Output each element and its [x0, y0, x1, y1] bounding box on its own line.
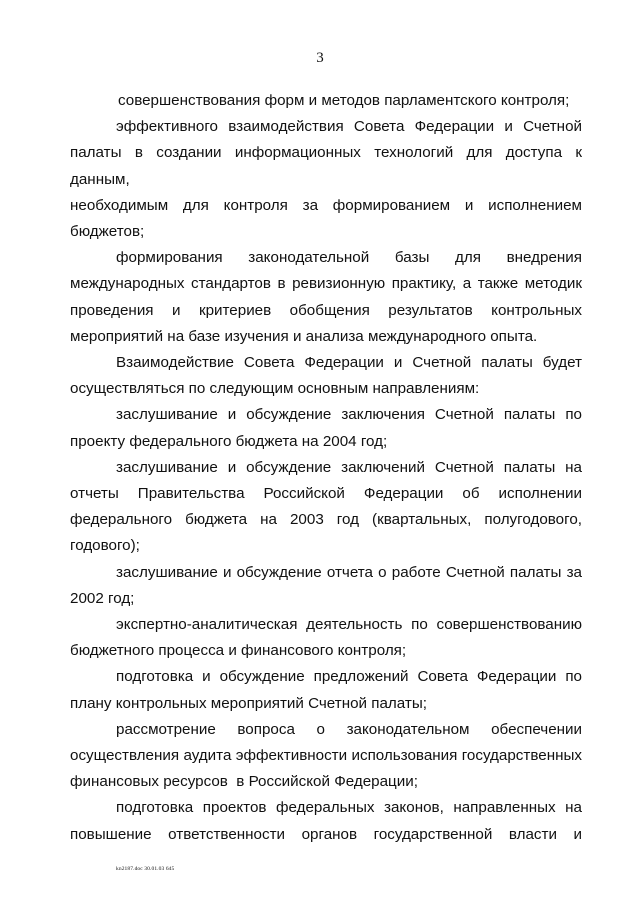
document-footer-code: kn2187.doc 30.01.03 645	[116, 866, 175, 872]
text-line: палаты в создании информационных технологий для доступа к данным,	[70, 144, 582, 188]
page-number: 3	[316, 50, 324, 66]
text-line: проекту федерального бюджета на 2004 год;	[70, 432, 388, 450]
text-line: совершенствования форм и методов парламентского контроля;	[118, 92, 570, 109]
text-line: финансовых ресурсов в Российской Федерации;	[70, 773, 418, 791]
text-line: заслушивание и обсуждение заключений Счетной палаты на	[116, 458, 582, 476]
text-line: бюджетного процесса и финансового контроля;	[70, 642, 407, 660]
text-line: заслушивание и обсуждение отчета о работе Счетной палаты за	[116, 563, 582, 581]
text-line: плану контрольных мероприятий Счетной палаты;	[70, 694, 427, 712]
text-line: экспертно-аналитическая деятельность по совершенствованию	[116, 616, 582, 634]
text-line: повышение ответственности органов государственной власти и	[70, 825, 582, 843]
text-line: заслушивание и обсуждение заключения Счетной палаты по	[116, 406, 582, 424]
text-line: формирования законодательной базы для внедрения	[116, 249, 582, 267]
text-line: осуществляться по следующим основным направлениям:	[70, 380, 480, 398]
document-body	[70, 88, 582, 848]
text-line: рассмотрение вопроса о законодательном обеспечении	[116, 720, 582, 738]
text-line: подготовка и обсуждение предложений Совета Федерации по	[116, 668, 582, 686]
text-line: годового);	[70, 537, 140, 555]
text-line: федерального бюджета на 2003 год (квартальных, полугодового,	[70, 511, 582, 529]
text-line: эффективного взаимодействия Совета Федерации и Счетной	[116, 118, 582, 136]
text-line: 2002 год;	[70, 589, 135, 607]
text-line: международных стандартов в ревизионную практику, а также методик	[70, 275, 582, 293]
text-line: мероприятий на базе изучения и анализа международного опыта.	[70, 327, 538, 345]
text-line: проведения и критериев обобщения результатов контрольных	[70, 301, 582, 319]
text-line: необходимым для контроля за формированием и исполнением	[70, 196, 582, 214]
text-line: осуществления аудита эффективности использования государственных	[70, 747, 582, 765]
text-line: Взаимодействие Совета Федерации и Счетной палаты будет	[116, 354, 582, 372]
text-line: подготовка проектов федеральных законов, направленных на	[116, 799, 582, 817]
text-line: отчеты Правительства Российской Федерации об исполнении	[70, 485, 582, 503]
text-line: бюджетов;	[70, 223, 145, 241]
